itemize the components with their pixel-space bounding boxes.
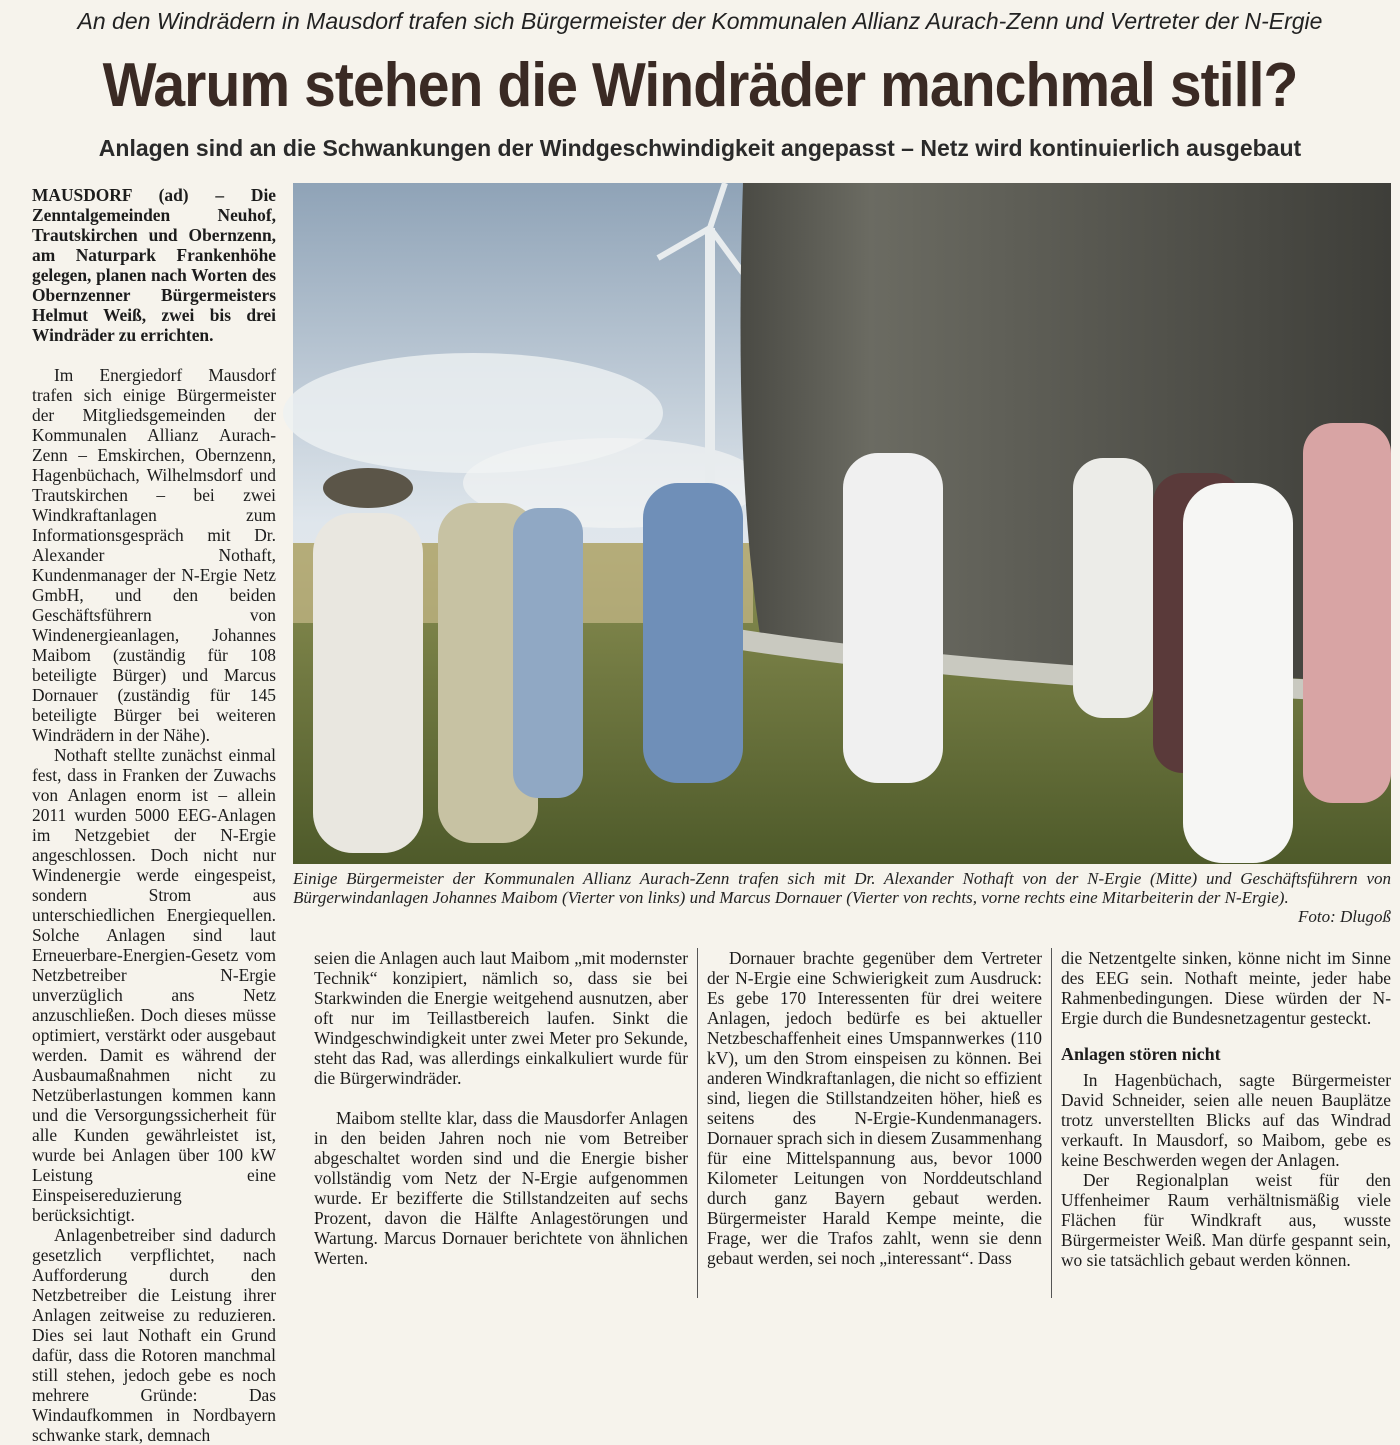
paragraph: die Netzentgelte sinken, könne nicht im Sinne des EEG sein. Nothaft meinte, jeder habe Rahmenbedingungen. Diese würden der N-Ergie durch die Bundesnetzagentur gesteckt. bbox=[1061, 948, 1391, 1028]
paragraph: Der Regionalplan weist für den Uffenheimer Raum verhältnismäßig viele Flächen für Windkraft aus, wusste Bürgermeister Weiß. Man dürfe gespannt sein, wo sie tatsächlich gebaut werden können. bbox=[1061, 1170, 1391, 1270]
photo-caption: Einige Bürgermeister der Kommunalen Allianz Aurach-Zenn trafen sich mit Dr. Alexander Nothaft von der N-Ergie (Mitte) und Geschäftsführern von Bürgerwindanlagen Johannes Maibom (Vierter von links) und Marcus Dornauer (Vierter von rechts, vorne rechts eine Mitarbeiterin der N-Ergie). bbox=[293, 869, 1391, 907]
subheadline: Anlagen sind an die Schwankungen der Windgeschwindigkeit angepasst – Netz wird kontinuierlich ausgebaut bbox=[98, 135, 1302, 161]
paragraph: Nothaft stellte zunächst einmal fest, dass in Franken der Zuwachs von Anlagen enorm ist – allein 2011 wurden 5000 EEG-Anlagen im Netzgebiet der N-Ergie angeschlossen. Doch nicht nur Windenergie werde eingespeist, sondern Strom aus unterschiedlichen Energiequellen. Solche Anlagen sind laut Erneuerbare-Energien-Gesetz vom Netzbetreiber N-Ergie unverzüglich ans Netz anzuschließen. Doch dieses müsse optimiert, verstärkt oder ausgebaut werden. Damit es während der Ausbaumaßnahmen nicht zu Netzüberlastungen kommen kann und die Versorgungssicherheit für alle Kunden gewährleistet ist, wurde bei Anlagen über 100 kW Leistung eine Einspeisereduzierung berücksichtigt. bbox=[32, 745, 276, 1225]
article-photo bbox=[293, 183, 1391, 864]
lead-paragraph: MAUSDORF (ad) – Die Zenntalgemeinden Neuhof, Trautskirchen und Obernzenn, am Naturpark Frankenhöhe gelegen, planen nach Worten des Obernzenner Bürgermeisters Helmut Weiß, zwei bis drei Windräder zu errichten. bbox=[32, 185, 276, 345]
paragraph: Dornauer brachte gegenüber dem Vertreter der N-Ergie eine Schwierigkeit zum Ausdruck: Es gebe 170 Interessenten für drei weitere Anlagen, jedoch bedürfe es bei aktueller Netzbeschaffenheit eines Umspannwerkes (110 kV), um den Strom einspeisen zu können. Bei anderen Windkraftanlagen, die nicht so effizient sind, liegen die Stillstandzeiten höher, hieß es seitens des N-Ergie-Kundenmanagers. Dornauer sprach sich in diesem Zusammenhang für eine Mittelspannung aus, bevor 1000 Kilometer Leitungen von Norddeutschland durch ganz Bayern gebaut werden. Bürgermeister Harald Kempe meinte, die Frage, wer die Trafos zahlt, wenn sie denn gebaut werden, sei noch „interessant“. Dass bbox=[707, 948, 1042, 1268]
headline: Warum stehen die Windräder manchmal still? bbox=[102, 51, 1298, 120]
photo-illustration bbox=[293, 183, 1391, 864]
paragraph: Im Energiedorf Mausdorf trafen sich einige Bürgermeister der Mitgliedsgemeinden der Kommunalen Allianz Aurach-Zenn – Emskirchen, Obernzenn, Hagenbüchach, Wilhelmsdorf und Trautskirchen – bei zwei Windkraftanlagen zum Informationsgespräch mit Dr. Alexander Nothaft, Kundenmanager der N-Ergie Netz GmbH, und den beiden Geschäftsführern von Windenergieanlagen, Johannes Maibom (zuständig für 108 beteiligte Bürger) und Marcus Dornauer (zuständig für 145 beteiligte Bürger bei weiteren Windrädern in der Nähe). bbox=[32, 365, 276, 745]
article-column-4 bbox=[1061, 948, 1391, 1298]
kicker: An den Windrädern in Mausdorf trafen sich Bürgermeister der Kommunalen Allianz Aurach-Zenn und Vertreter der N-Ergie bbox=[77, 8, 1323, 34]
article-column-2 bbox=[314, 948, 688, 1298]
column-divider bbox=[697, 948, 698, 1298]
paragraph: Anlagenbetreiber sind dadurch gesetzlich verpflichtet, nach Aufforderung durch den Netzbetreiber die Leistung ihrer Anlagen zeitweise zu reduzieren. Dies sei laut Nothaft ein Grund dafür, dass die Rotoren manchmal still stehen, jedoch gebe es noch mehrere Gründe: Das Windaufkommen in Nordbayern schwanke stark, demnach bbox=[32, 1225, 276, 1445]
article-column-3 bbox=[707, 948, 1042, 1298]
section-heading: Anlagen stören nicht bbox=[1061, 1044, 1221, 1064]
paragraph: Maibom stellte klar, dass die Mausdorfer Anlagen in den beiden Jahren noch nie vom Betreiber abgeschaltet worden sind und die Energie bisher vollständig vom Netz der N-Ergie aufgenommen wurde. Er bezifferte die Stillstandzeiten auf sechs Prozent, davon die Hälfte Anlagestörungen und Wartung. Marcus Dornauer berichtete von ähnlichen Werten. bbox=[314, 1108, 688, 1268]
paragraph: seien die Anlagen auch laut Maibom „mit modernster Technik“ konzipiert, nämlich so, dass sie bei Starkwinden die Energie weitgehend ausnutzen, aber oft nur im Teillastbereich laufen. Sinkt die Windgeschwindigkeit unter zwei Meter pro Sekunde, steht das Rad, was allerdings einkalkuliert wurde für die Bürgerwindräder. bbox=[314, 948, 688, 1088]
article-column-1 bbox=[32, 185, 276, 1445]
paragraph: In Hagenbüchach, sagte Bürgermeister David Schneider, seien alle neuen Bauplätze trotz unverstellten Blicks auf das Windrad verkauft. In Mausdorf, so Maibom, gebe es keine Beschwerden wegen der Anlagen. bbox=[1061, 1070, 1391, 1170]
column-divider bbox=[1051, 948, 1052, 1298]
photo-credit: Foto: Dlugoß bbox=[1297, 907, 1391, 926]
